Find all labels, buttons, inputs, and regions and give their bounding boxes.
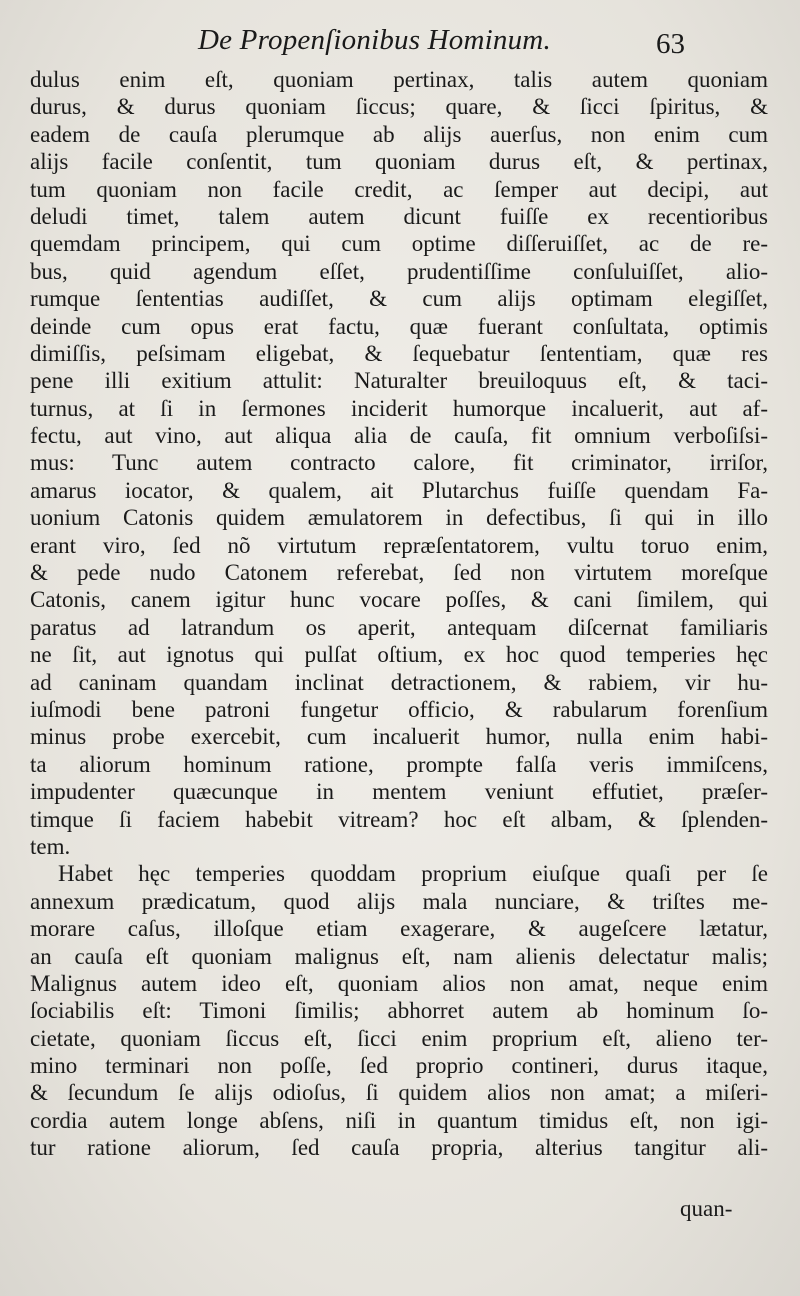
text-line: & ſecundum ſe alijs odioſus, ſi quidem alios non amat; a miſeri- <box>30 1080 768 1106</box>
body-text <box>30 66 768 1162</box>
text-line: quemdam principem, qui cum optime diſſeruiſſet, ac de re- <box>30 231 768 257</box>
text-line: ne ſit, aut ignotus qui pulſat oſtium, ex hoc quod temperies hęc <box>30 642 768 668</box>
text-line: durus, & durus quoniam ſiccus; quare, & ſicci ſpiritus, & <box>30 94 768 120</box>
text-line: mus: Tunc autem contracto calore, fit criminator, irriſor, <box>30 450 768 476</box>
text-line: ad caninam quandam inclinat detractionem, & rabiem, vir hu- <box>30 669 768 695</box>
text-line: ſociabilis eſt: Timoni ſimilis; abhorret autem ab hominum ſo- <box>30 998 768 1024</box>
text-line: pene illi exitium attulit: Naturalter breuiloquus eſt, & taci- <box>30 368 768 394</box>
text-line: eadem de cauſa plerumque ab alijs auerſus, non enim cum <box>30 121 768 147</box>
text-line: dimiſſis, peſsimam eligebat, & ſequebatur ſententiam, quæ res <box>30 340 768 366</box>
text-line: alijs facile conſentit, tum quoniam durus eſt, & pertinax, <box>30 149 768 175</box>
page-header <box>0 18 800 64</box>
text-line: ta aliorum hominum ratione, prompte falſa veris immiſcens, <box>30 751 768 777</box>
text-line: rumque ſententias audiſſet, & cum alijs optimam elegiſſet, <box>30 286 768 312</box>
text-line: annexum prædicatum, quod alijs mala nunciare, & triſtes me- <box>30 888 768 914</box>
page-number: 63 <box>656 28 685 60</box>
text-line: tur ratione aliorum, ſed cauſa propria, alterius tangitur ali- <box>30 1135 768 1161</box>
text-line: cordia autem longe abſens, niſi in quantum timidus eſt, non igi- <box>30 1107 768 1133</box>
text-line: timque ſi faciem habebit vitream? hoc eſt albam, & ſplenden- <box>30 806 768 832</box>
text-line: morare caſus, illoſque etiam exagerare, & augeſcere lætatur, <box>30 916 768 942</box>
catchword: quan- <box>680 1196 733 1221</box>
text-line: erant viro, ſed nõ virtutum repræſentatorem, vultu toruo enim, <box>30 532 768 558</box>
text-line: deinde cum opus erat factu, quæ fuerant conſultata, optimis <box>30 313 768 339</box>
text-line: tum quoniam non facile credit, ac ſemper aut decipi, aut <box>30 176 768 202</box>
text-line: amarus iocator, & qualem, ait Plutarchus fuiſſe quendam Fa- <box>30 477 768 503</box>
running-title: De Propenſionibus Hominum. <box>198 24 551 56</box>
text-line: dulus enim eſt, quoniam pertinax, talis autem quoniam <box>30 67 768 92</box>
text-line: iuſmodi bene patroni fungetur officio, & rabularum forenſium <box>30 696 768 722</box>
text-line: minus probe exercebit, cum incaluerit humor, nulla enim habi- <box>30 724 768 750</box>
text-line: paratus ad latrandum os aperit, antequam diſcernat familiaris <box>30 614 768 640</box>
text-line: Habet hęc temperies quoddam proprium eiuſque quaſi per ſe <box>58 861 768 887</box>
text-line: cietate, quoniam ſiccus eſt, ſicci enim proprium eſt, alieno ter- <box>30 1025 768 1051</box>
text-line: bus, quid agendum eſſet, prudentiſſime conſuluiſſet, alio- <box>30 258 768 284</box>
text-line: turnus, at ſi in ſermones inciderit humorque incaluerit, aut af- <box>30 395 768 421</box>
text-line: deludi timet, talem autem dicunt fuiſſe ex recentioribus <box>30 203 768 229</box>
text-line: uonium Catonis quidem æmulatorem in defectibus, ſi qui in illo <box>30 505 768 531</box>
text-line: & pede nudo Catonem referebat, ſed non virtutem moreſque <box>30 560 768 586</box>
text-line: Catonis, canem igitur hunc vocare poſſes, & cani ſimilem, qui <box>30 587 768 613</box>
text-line: mino terminari non poſſe, ſed proprio contineri, durus itaque, <box>30 1053 768 1079</box>
text-line: Malignus autem ideo eſt, quoniam alios non amat, neque enim <box>30 970 768 996</box>
text-line: fectu, aut vino, aut aliqua alia de cauſa, fit omnium verboſiſsi- <box>30 423 768 449</box>
text-line: tem. <box>30 833 71 859</box>
text-line: an cauſa eſt quoniam malignus eſt, nam alienis delectatur malis; <box>30 943 768 969</box>
text-line: impudenter quæcunque in mentem veniunt effutiet, præſer- <box>30 779 768 805</box>
